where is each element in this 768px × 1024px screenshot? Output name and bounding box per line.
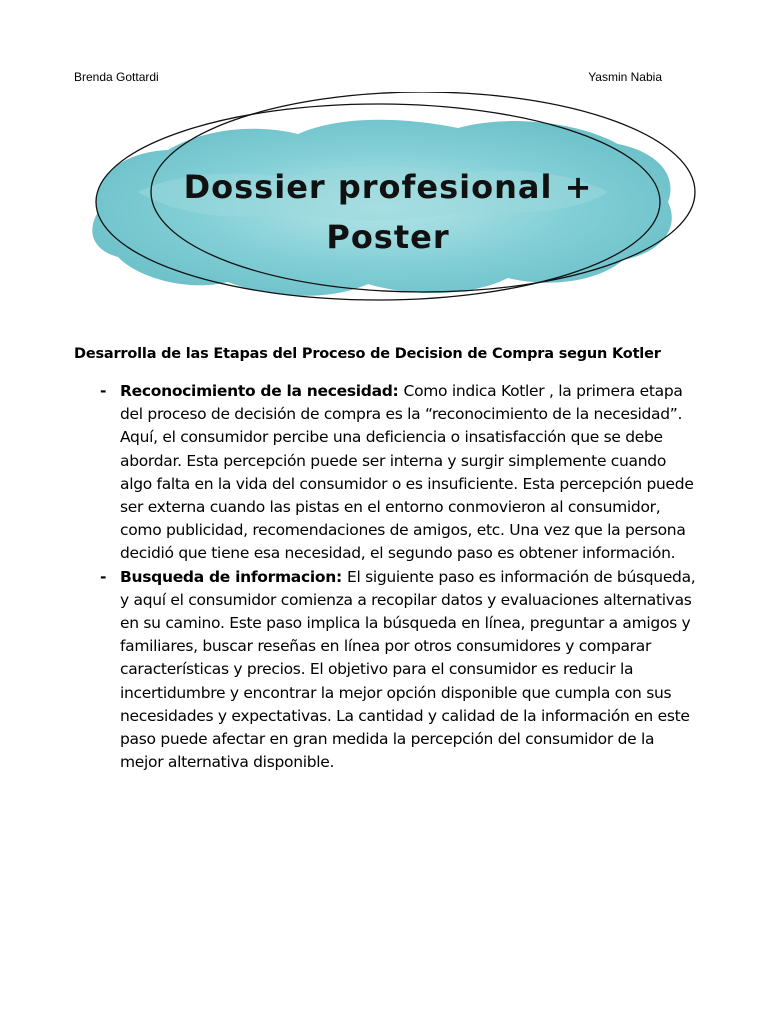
author-right: Yasmin Nabia xyxy=(588,70,662,84)
bullet-dash: - xyxy=(100,567,107,586)
item-text: El siguiente paso es información de búsqueda, y aquí el consumidor comienza a recopilar datos y evaluaciones alternativas en su camino. Este paso implica la búsqueda en línea, preguntar a amigos y familiares, buscar reseñas en línea por otros consumidores y comparar características y precios. El objetivo para el consumidor es reducir la incertidumbre y encontrar la mejor opción disponible que cumpla con sus necesidades y expectativas. La cantidad y calidad de la información en este paso puede afectar en gran medida la percepción del consumidor de la mejor alternativa disponible. xyxy=(120,567,696,772)
section-heading: Desarrolla de las Etapas del Proceso de Decision de Compra segun Kotler xyxy=(74,346,661,362)
author-left: Brenda Gottardi xyxy=(74,70,159,84)
page-title xyxy=(78,162,698,262)
title-line-2: Poster xyxy=(326,218,450,256)
list-item xyxy=(100,380,700,566)
stages-list xyxy=(100,380,700,774)
title-line-1: Dossier profesional + xyxy=(183,168,593,206)
bullet-dash: - xyxy=(100,382,107,400)
list-item xyxy=(100,566,700,775)
item-term: Reconocimiento de la necesidad: xyxy=(120,382,404,400)
item-text: Como indica Kotler , la primera etapa del proceso de decisión de compra es la “reconocimiento de la necesidad”. Aquí, el consumidor percibe una deficiencia o insatisfacción que se debe abordar. Esta percepción puede ser interna y surgir simplemente cuando algo falta en la vida del consumidor o es insuficiente. Esta percepción puede ser externa cuando las pistas en el entorno conmovieron al consumidor, como publicidad, recomendaciones de amigos, etc. Una vez que la persona decidió que tiene esa necesidad, el segundo paso es obtener información. xyxy=(120,382,694,563)
title-banner xyxy=(78,92,698,312)
item-term: Busqueda de informacion: xyxy=(120,567,347,586)
